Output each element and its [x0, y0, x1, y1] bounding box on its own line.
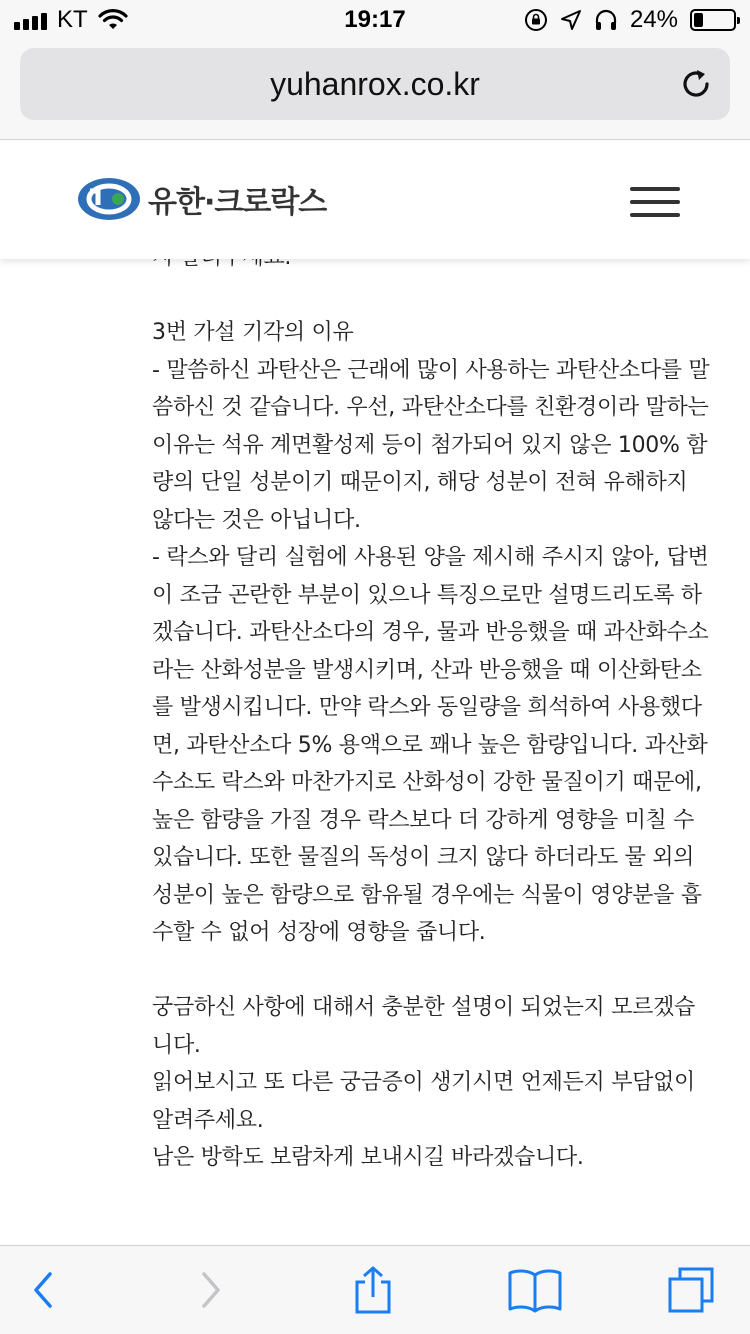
tabs-button[interactable] [666, 1266, 716, 1314]
orientation-lock-icon [524, 8, 548, 32]
headphones-icon [594, 8, 618, 32]
forward-icon [196, 1268, 226, 1312]
status-bar [0, 0, 750, 40]
share-icon [351, 1265, 395, 1315]
logo-text: 유한·크로락스 [148, 185, 327, 220]
article-body [152, 239, 712, 1177]
article-closing: 읽어보시고 또 다른 궁금증이 생기시면 언제든지 부담없이 알려주세요. [152, 1070, 696, 1133]
article-section-title: 3번 가설 기각의 이유 [152, 320, 354, 345]
share-button[interactable] [348, 1266, 398, 1314]
battery-percent: 24% [629, 6, 678, 33]
tabs-icon [666, 1265, 716, 1315]
address-bar[interactable] [20, 48, 730, 120]
menu-line [630, 187, 680, 191]
page-content[interactable] [0, 259, 750, 1245]
battery-icon [690, 9, 736, 31]
article-closing: 남은 방학도 보람차게 보내시길 바라겠습니다. [152, 1145, 584, 1170]
location-icon [560, 9, 582, 31]
bookmarks-button[interactable] [505, 1266, 565, 1314]
status-time: 19:17 [344, 6, 406, 33]
article-paragraph: - 락스와 달리 실험에 사용된 양을 제시해 주시지 않아, 답변이 조금 곤란한 부분이 있으나 특징으로만 설명드리도록 하겠습니다. 과탄산소다의 경우, 물과 반응했을 때 과산화수소라는 산화성분을 발생시키며, 산과 반응했을 때 이산화탄소를 발생시킵니다. 만약 락스와 동일량을 희석하여 사용했다면, 과탄산소다 5% 용액으로 꽤나 높은 함량입니다. 과산화수소도 락스와 마찬가지로 산화성이 강한 물질이기 때문에, 높은 함량을 가질 경우 락스보다 더 강하게 영향을 미칠 수 있습니다. 또한 물질의 독성이 크지 않다 하더라도 물 외의 성분이 높은 함량으로 함유될 경우에는 식물이 영양분을 흡수할 수 없어 성장에 영향을 줍니다. [152, 545, 709, 945]
status-right [524, 6, 736, 34]
back-button[interactable] [18, 1266, 68, 1314]
site-header [0, 141, 750, 259]
url-text[interactable]: yuhanrox.co.kr [270, 66, 480, 102]
menu-line [630, 213, 680, 217]
carrier-label: KT [57, 6, 88, 33]
battery-fill [694, 13, 703, 27]
article-paragraph: - 말씀하신 과탄산은 근래에 많이 사용하는 과탄산소다를 말씀하신 것 같습니다. 우선, 과탄산소다를 친환경이라 말하는 이유는 석유 계면활성제 등이 첨가되어 있지 않은 100% 함량의 단일 성분이기 때문이지, 해당 성분이 전혀 유해하지 않다는 것은 아닙니다. [152, 357, 710, 533]
article-closing: 궁금하신 사항에 대해서 충분한 설명이 되었는지 모르겠습니다. [152, 995, 696, 1058]
browser-address-area [0, 40, 750, 140]
back-icon [28, 1268, 58, 1312]
site-logo[interactable] [76, 175, 326, 223]
browser-toolbar [0, 1245, 750, 1334]
logo-mark-icon [76, 175, 142, 223]
forward-button[interactable] [186, 1266, 236, 1314]
reload-icon[interactable] [678, 66, 714, 102]
bookmarks-icon [507, 1267, 563, 1313]
menu-button[interactable] [630, 187, 680, 217]
menu-line [630, 200, 680, 204]
